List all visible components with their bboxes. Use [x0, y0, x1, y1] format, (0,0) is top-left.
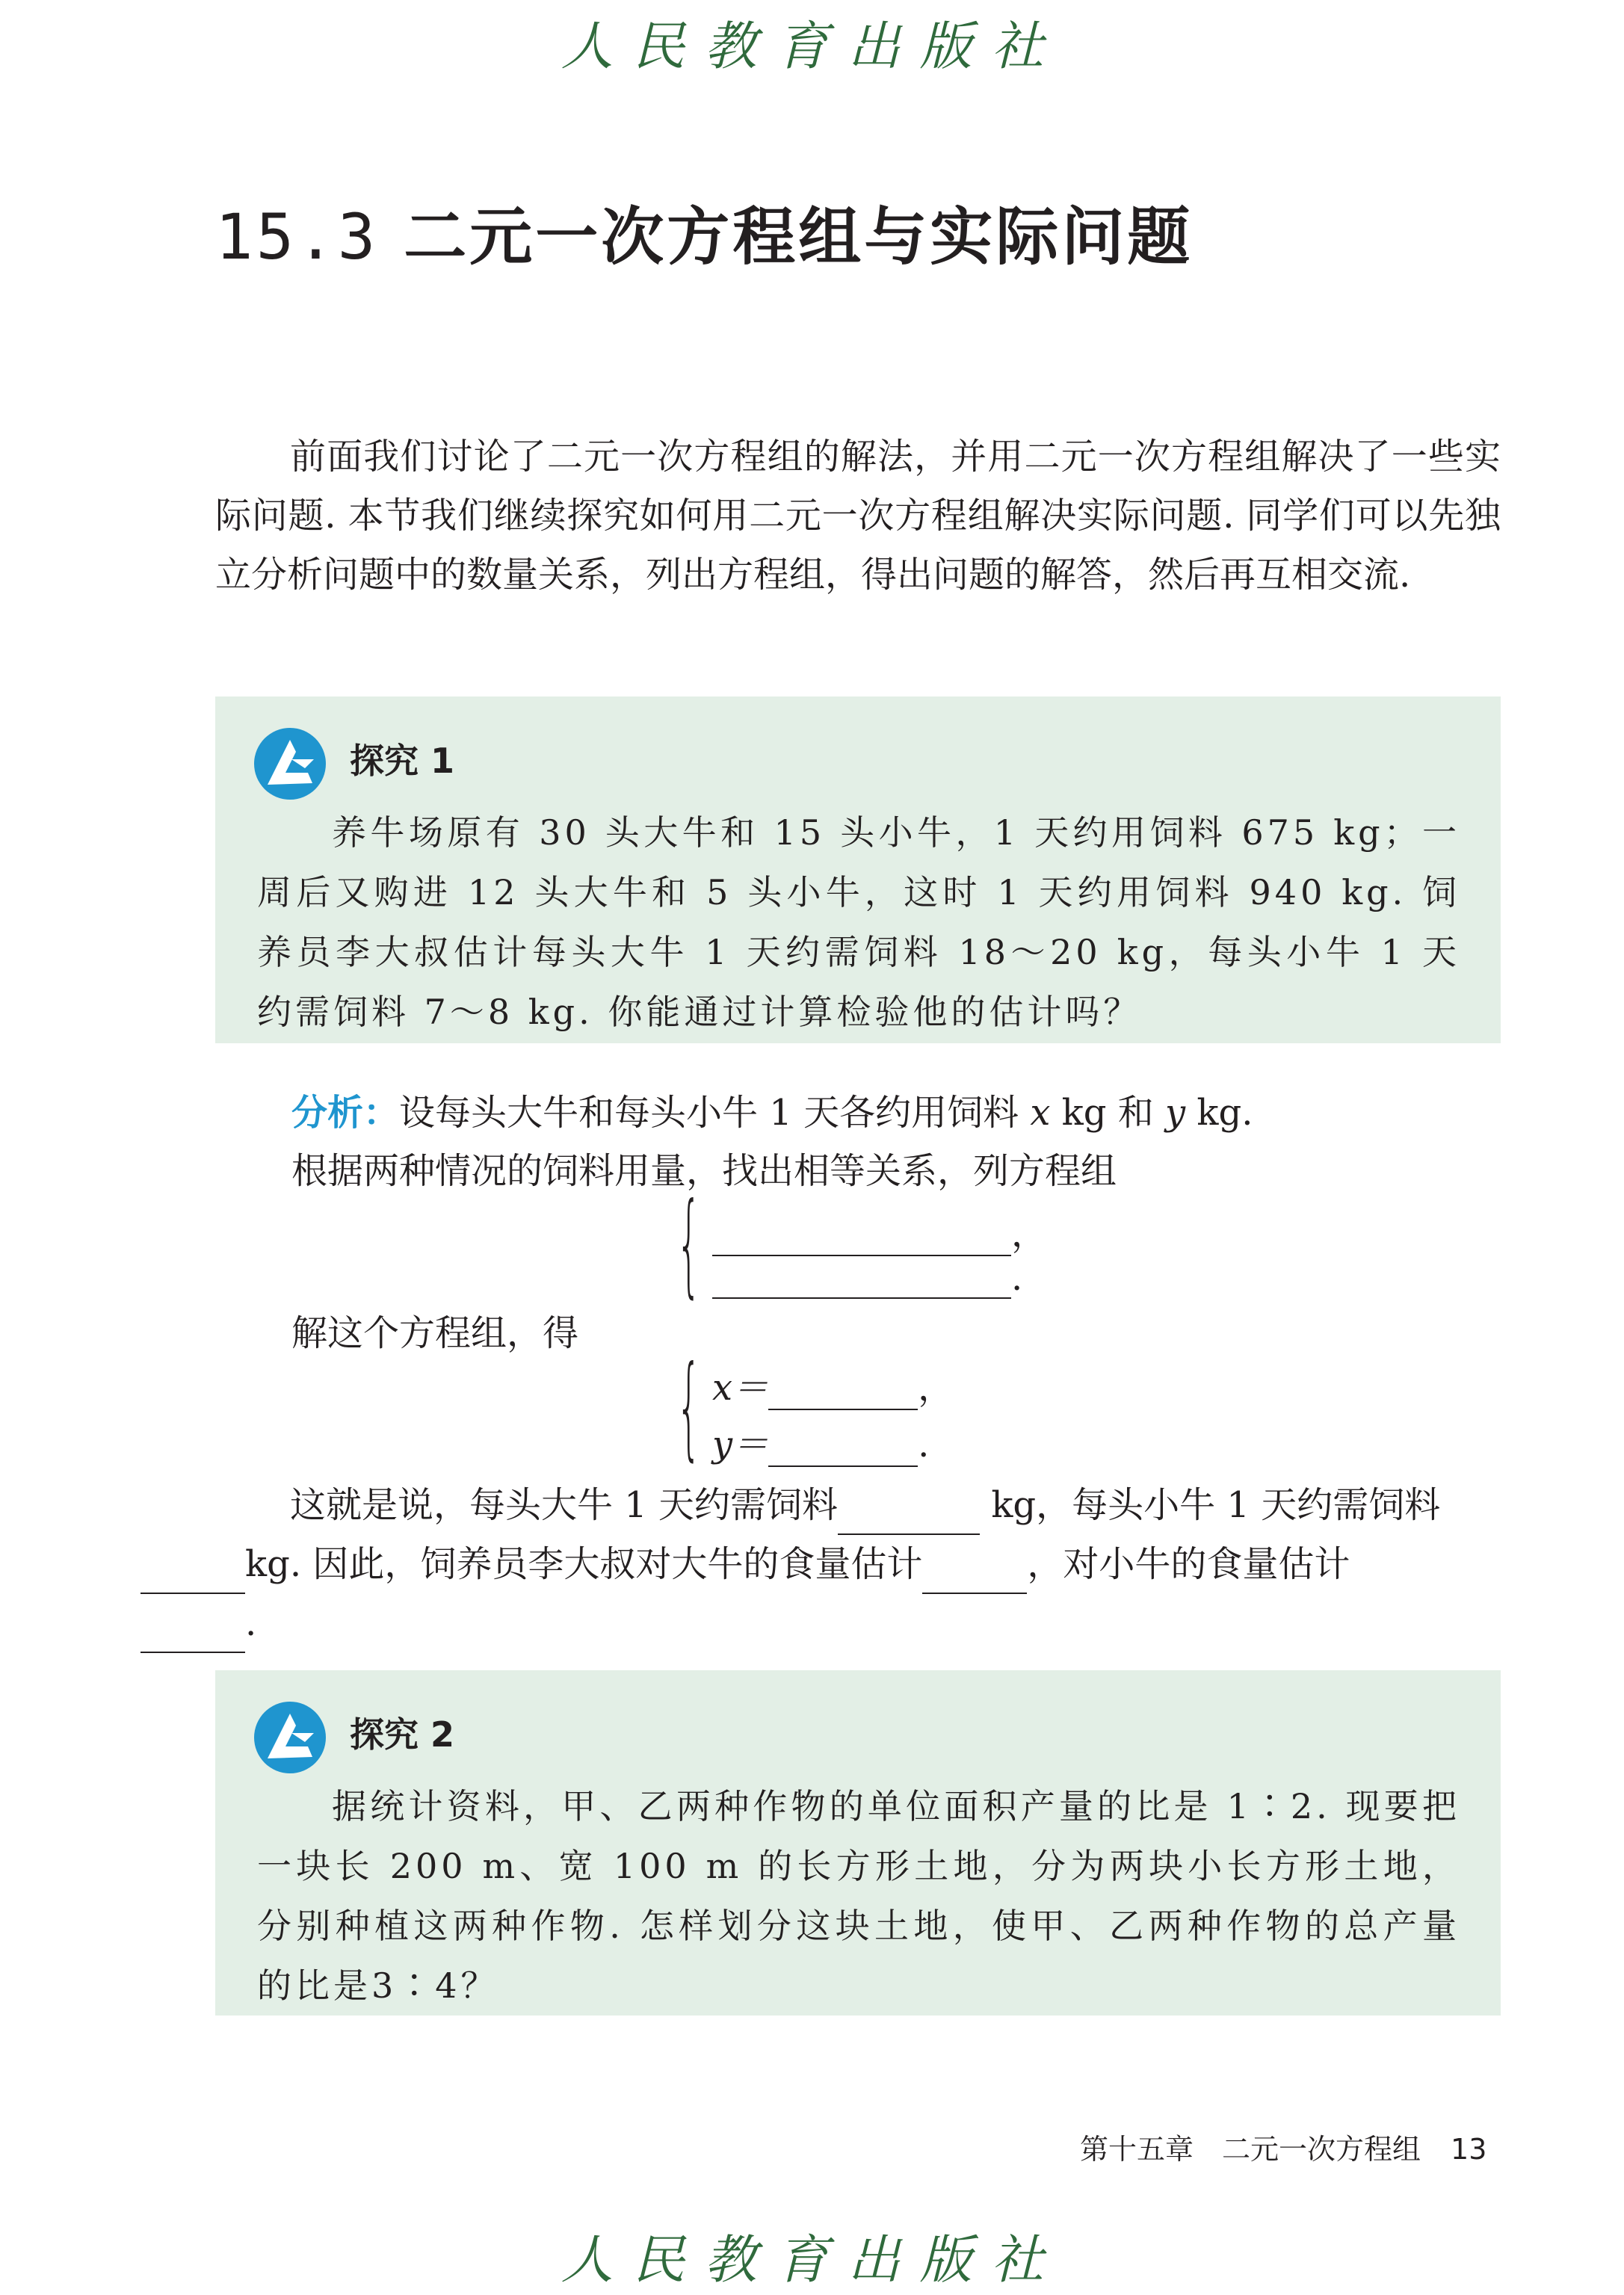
- explore-2-text: 据统计资料，甲、乙两种作物的单位面积产量的比是 1∶2. 现要把一块长 200 m、宽 100 m 的长方形土地，分为两块小长方形土地，分别种植这两种作物. 怎样划分这块土地，使甲、乙两种作物的总产量的比是3∶4？: [257, 1786, 1460, 2006]
- intro-paragraph: [215, 427, 1501, 605]
- equation-blank-2[interactable]: [712, 1263, 1011, 1299]
- solve-line: 解这个方程组，得: [291, 1312, 579, 1354]
- y-equals: y＝: [712, 1424, 769, 1465]
- conclusion-text-3: kg. 因此，饲养员李大叔对大牛的食量估计: [245, 1543, 923, 1585]
- conclusion-text-1: 这就是说，每头大牛 1 天约需饲料: [290, 1484, 839, 1526]
- explore-2-label: 探究 2: [350, 1714, 455, 1755]
- conclusion-text-4: ，对小牛的食量估计: [1027, 1543, 1350, 1585]
- x-comma: ，: [918, 1367, 954, 1409]
- y-value-blank[interactable]: [768, 1431, 918, 1467]
- analysis-text-b: kg 和: [1050, 1092, 1166, 1134]
- equation-blank-1[interactable]: [712, 1220, 1011, 1256]
- small-cow-feed-blank[interactable]: [141, 1558, 245, 1594]
- publisher-watermark-bottom: 人民教育出版社: [561, 2229, 1063, 2291]
- compass-icon: [253, 726, 327, 801]
- intro-text: 前面我们讨论了二元一次方程组的解法，并用二元一次方程组解决了一些实际问题. 本节我们继续探究如何用二元一次方程组解决实际问题. 同学们可以先独立分析问题中的数量关系，列出方程组，得出问题的解答，然后再互相交流.: [215, 436, 1501, 596]
- equation-2-period: .: [1011, 1257, 1023, 1299]
- explore-box-1: [215, 696, 1501, 1043]
- explore-1-text: 养牛场原有 30 头大牛和 15 头小牛，1 天约用饲料 675 kg；一周后又购进 12 头大牛和 5 头小牛，这时 1 天约用饲料 940 kg. 饲养员李大叔估计每头大牛 1 天约需饲料 18～20 kg，每头小牛 1 天约需饲料 7～8 kg. 你能通过计算检验他的估计吗？: [257, 812, 1460, 1032]
- y-period: .: [918, 1424, 930, 1465]
- chapter-label: 第十五章 二元一次方程组: [1080, 2133, 1421, 2166]
- solution-system-blank: [676, 1342, 1020, 1472]
- conclusion-paragraph: [215, 1476, 1501, 1653]
- analysis-text-c: kg.: [1185, 1092, 1253, 1134]
- section-title: [215, 187, 1193, 277]
- big-cow-feed-blank[interactable]: [838, 1499, 980, 1535]
- page-number: 13: [1451, 2133, 1487, 2166]
- page-footer: [1080, 2126, 1486, 2167]
- x-value-blank[interactable]: [768, 1374, 918, 1410]
- left-brace-solution: {: [676, 1342, 702, 1472]
- equation-1-comma: ，: [1011, 1213, 1048, 1255]
- left-brace: {: [676, 1179, 702, 1309]
- equation-system-blank: [676, 1179, 1048, 1309]
- conclusion-text-5: .: [245, 1602, 257, 1644]
- x-equals: x＝: [712, 1367, 769, 1409]
- analysis-text-a: 设每头大牛和每头小牛 1 天各约用饲料: [399, 1092, 1031, 1134]
- explore-box-2: [215, 1670, 1501, 2016]
- compass-icon: [253, 1700, 327, 1775]
- analysis-line-2: 根据两种情况的饲料用量，找出相等关系，列方程组: [291, 1150, 1117, 1192]
- big-cow-estimate-blank[interactable]: [922, 1558, 1027, 1594]
- explore-1-body: [257, 803, 1460, 1042]
- conclusion-text-2: kg，每头小牛 1 天约需饲料: [980, 1484, 1441, 1526]
- explore-2-body: [257, 1776, 1460, 2016]
- analysis-label: 分析：: [291, 1092, 400, 1134]
- analysis-line: [291, 1084, 1253, 1135]
- section-number: 15.3: [215, 200, 379, 274]
- publisher-watermark-top: 人民教育出版社: [561, 16, 1063, 77]
- small-cow-estimate-blank[interactable]: [141, 1617, 245, 1653]
- variable-x: x: [1030, 1092, 1051, 1134]
- section-title-text: 二元一次方程组与实际问题: [404, 200, 1194, 274]
- variable-y: y: [1165, 1092, 1186, 1134]
- explore-1-label: 探究 1: [350, 741, 455, 781]
